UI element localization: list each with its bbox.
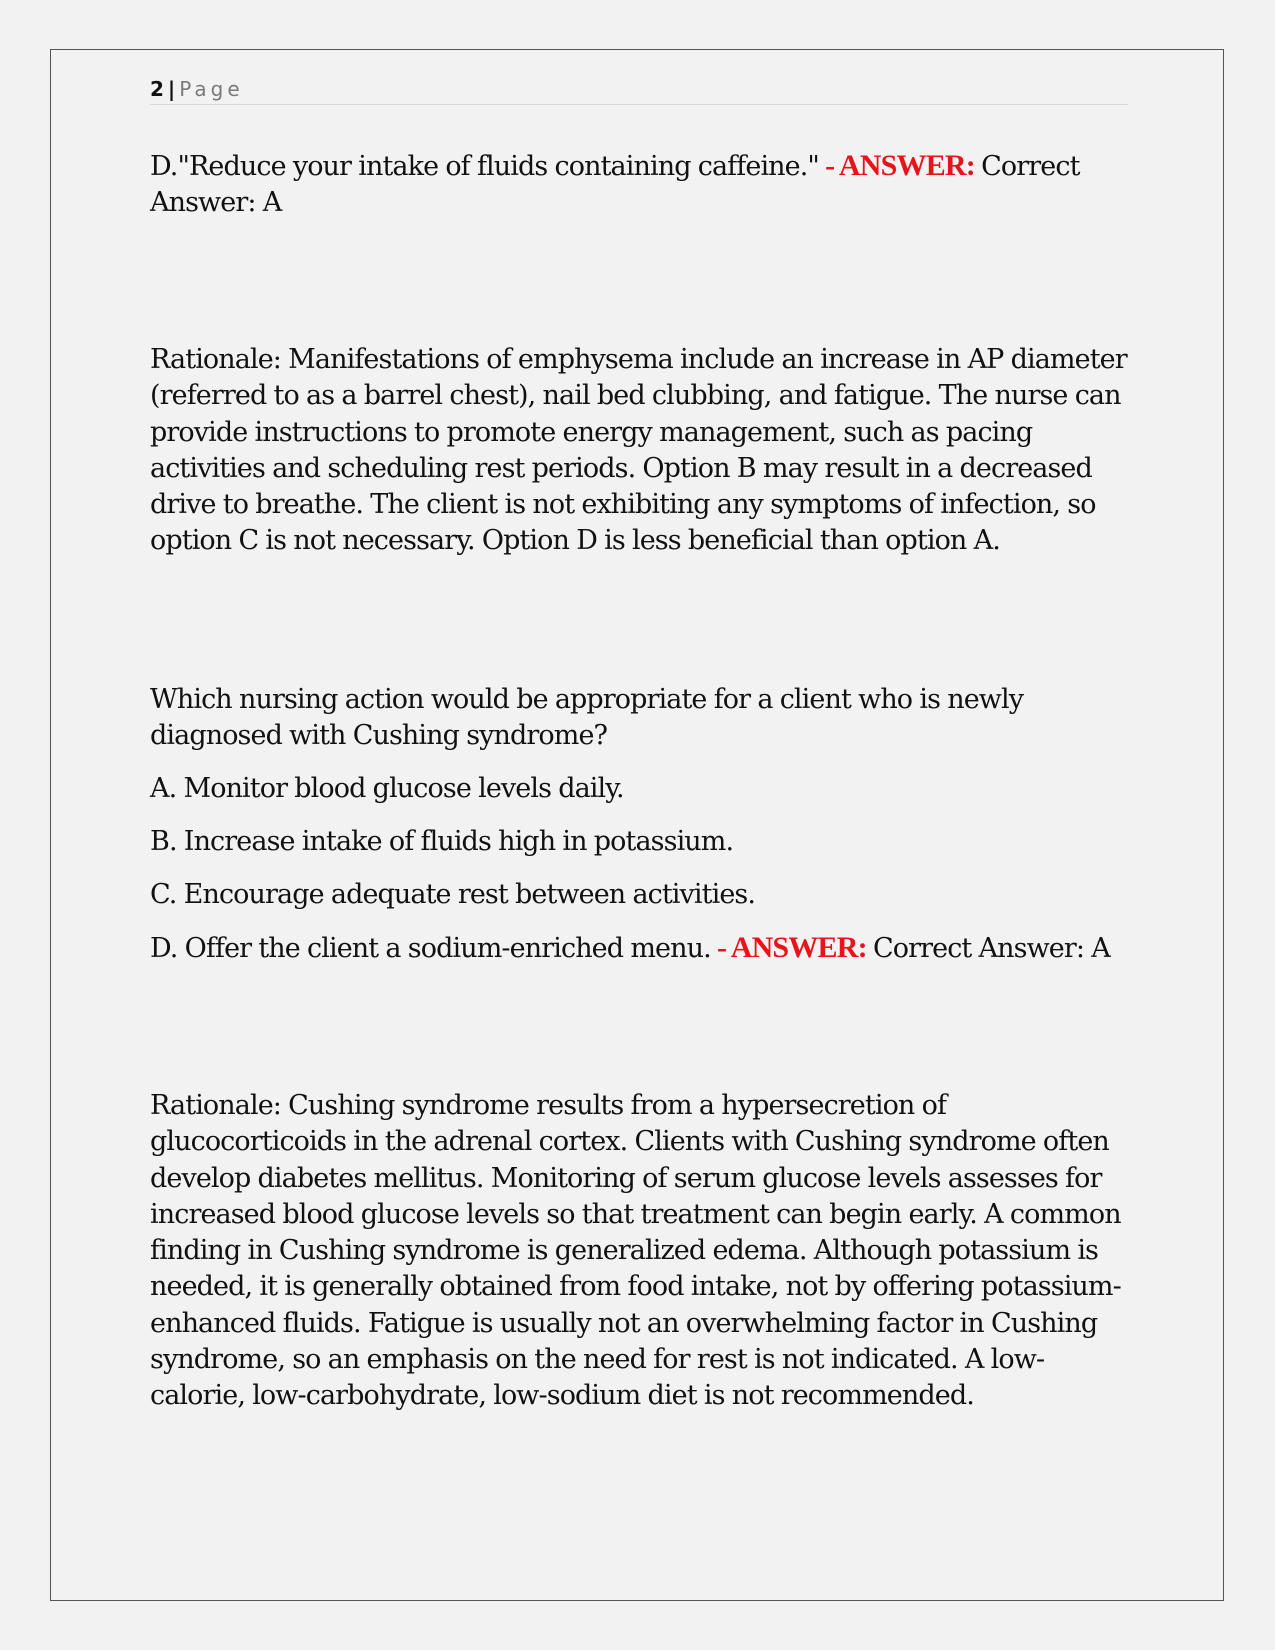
- answer-tag: - ANSWER:: [818, 149, 982, 182]
- answer-tag: - ANSWER:: [710, 931, 873, 964]
- option-d: [150, 930, 1128, 967]
- question-text: Which nursing action would be appropriate for a client who is newly diagnosed with Cushing syndrome?: [150, 684, 1024, 752]
- page-word: Page: [179, 77, 244, 101]
- correct-answer-text: Correct Answer: A: [150, 151, 1080, 219]
- header-separator: |: [167, 77, 176, 101]
- option-d-text: D."Reduce your intake of fluids containing caffeine.": [150, 151, 819, 182]
- rationale-text: Rationale: Cushing syndrome results from a hypersecretion of glucocorticoids in the adrenal cortex. Clients with Cushing syndrome often develop diabetes mellitus. Monitoring of serum glucose levels assesses for increased blood glucose levels so that treatment can begin early. A common finding in Cushing syndrome is generalized edema. Although potassium is needed, it is generally obtained from food intake, not by offering potassium-enhanced fluids. Fatigue is usually not an overwhelming factor in Cushing syndrome, so an emphasis on the need for rest is not indicated. A low-calorie, low-carbohydrate, low-sodium diet is not recommended.: [150, 1090, 1121, 1412]
- correct-answer-text: Correct Answer: A: [872, 933, 1110, 964]
- option-b: B. Increase intake of fluids high in potassium.: [150, 826, 734, 857]
- option-a: A. Monitor blood glucose levels daily.: [150, 773, 624, 804]
- option-d-text: D. Offer the client a sodium-enriched menu.: [150, 933, 711, 964]
- rationale-text: Rationale: Manifestations of emphysema include an increase in AP diameter (referred to as a barrel chest), nail bed clubbing, and fatigue. The nurse can provide instructions to promote energy management, such as pacing activities and scheduling rest periods. Option B may result in a decreased drive to breathe. The client is not exhibiting any symptoms of infection, so option C is not necessary. Option D is less beneficial than option A.: [150, 344, 1127, 557]
- question-stem: [150, 682, 1128, 755]
- option-c: C. Encourage adequate rest between activities.: [150, 879, 756, 910]
- rationale-paragraph-2: [150, 1088, 1128, 1415]
- previous-question-answer: [150, 148, 1128, 222]
- rationale-paragraph: [150, 342, 1128, 560]
- page-header: [150, 76, 1128, 105]
- page-number: 2: [150, 77, 164, 101]
